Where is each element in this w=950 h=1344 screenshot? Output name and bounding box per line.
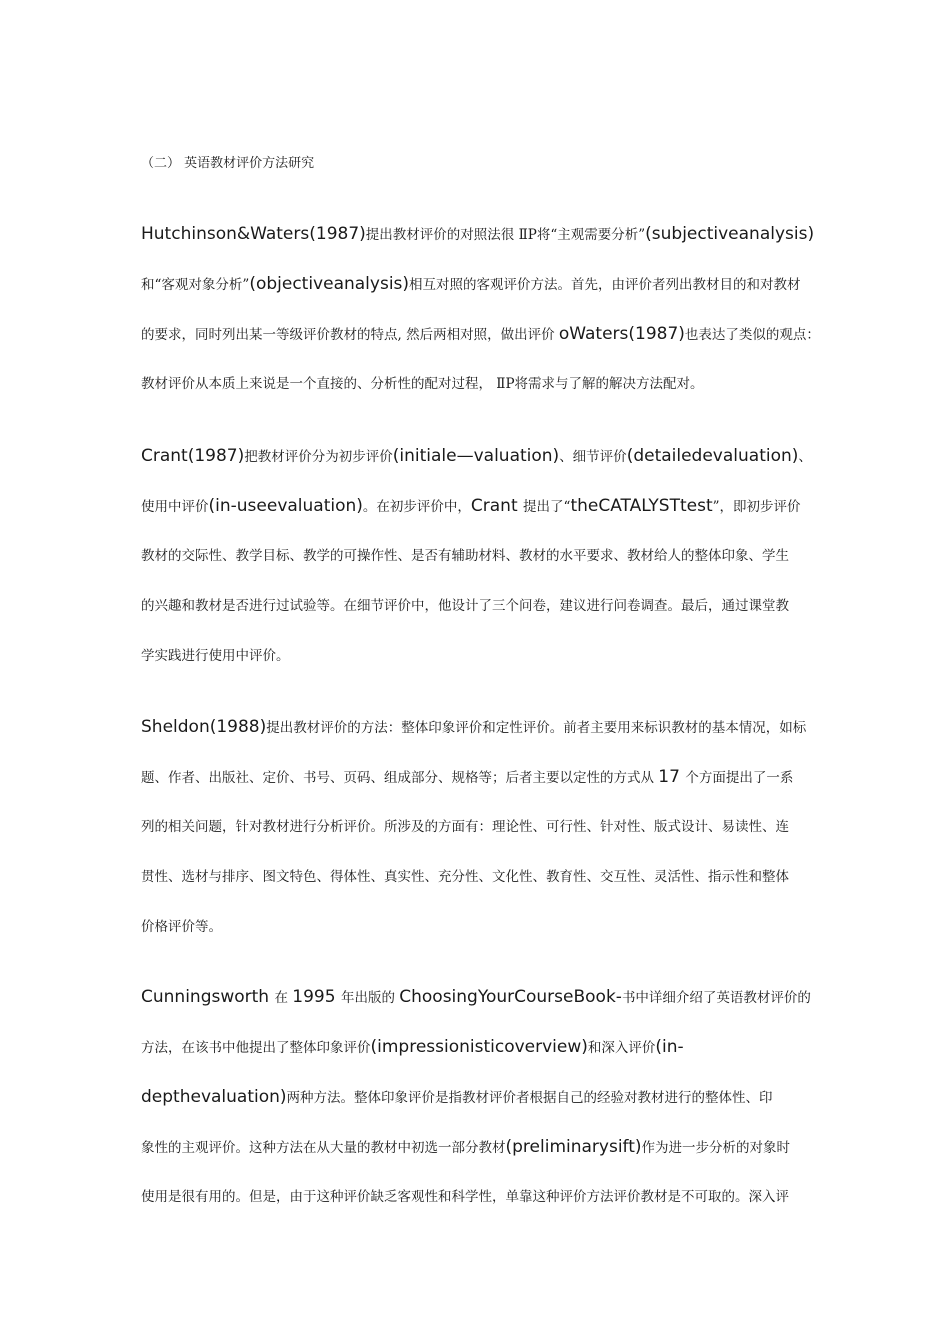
text-line [141, 867, 789, 887]
text-run: 、 [798, 449, 812, 465]
text-run: 使用是很有用的。但是，由于这种评价缺乏客观性和科学性，单靠这种评价方法评价教材是不可取的。深入评 [141, 1189, 789, 1205]
latin-text-run: (in- [655, 1037, 684, 1057]
text-run: 相互对照的客观评价方法。首先，由评价者列出教材目的和对教材 [409, 277, 801, 293]
text-line [141, 767, 793, 788]
text-run: 个方面提出了一系 [685, 770, 794, 786]
latin-text-run: Hutchinson&Waters(1987) [141, 224, 366, 244]
text-run: 年出版的 [340, 990, 400, 1006]
text-run: 、细节评价 [559, 449, 627, 465]
latin-text-run: (impressionisticoverview) [370, 1037, 588, 1057]
text-line [141, 374, 704, 394]
section-heading: （二） 英语教材评价方法研究 [141, 156, 315, 171]
text-run: 两种方法。整体印象评价是指教材评价者根据自己的经验对教材进行的整体性、印 [286, 1090, 773, 1106]
latin-text-run: (preliminarysift) [505, 1137, 642, 1157]
latin-text-run: (in-useevaluation) [208, 496, 363, 516]
text-line [141, 446, 812, 467]
text-line [141, 496, 801, 517]
latin-text-run: ChoosingYourCourseBook- [399, 987, 622, 1007]
latin-text-run: (initiale—valuation) [392, 446, 560, 466]
text-line [141, 1137, 790, 1158]
text-line [141, 1087, 773, 1108]
text-line [141, 717, 806, 738]
latin-text-run: oWaters(1987) [558, 324, 685, 344]
text-run: 提出了“ [523, 499, 571, 515]
text-run: 和深入评价 [587, 1040, 656, 1056]
text-run: 和“客观对象分析” [141, 277, 250, 293]
text-line [141, 646, 290, 666]
text-run: 书中详细介绍了英语教材评价的 [621, 990, 811, 1006]
text-run: 。在初步评价中， [362, 499, 471, 515]
text-run: 贯性、选材与排序、图文特色、得体性、真实性、充分性、文化性、教育性、交互性、灵活性、指示性和整体 [141, 869, 789, 885]
text-run: 作为进一步分析的对象时 [641, 1140, 791, 1156]
latin-text-run: 17 [658, 767, 686, 787]
latin-text-run: 1995 [292, 987, 341, 1007]
text-run: 提出教材评价的方法：整体印象评价和定性评价。前者主要用来标识教材的基本情况，如标 [266, 720, 807, 736]
text-line [141, 274, 801, 295]
text-run: 把教材评价分为初步评价 [244, 449, 393, 465]
latin-text-run: theCATALYSTtest [570, 496, 713, 516]
text-run: 价格评价等。 [141, 919, 222, 935]
text-line [141, 1187, 789, 1207]
latin-text-run: Sheldon(1988) [141, 717, 267, 737]
text-run: 也表达了类似的观点： [684, 327, 820, 343]
text-line [141, 596, 789, 616]
text-line [141, 546, 789, 566]
text-run: 在 [274, 990, 293, 1006]
text-run: 教材的交际性、教学目标、教学的可操作性、是否有辅助材料、教材的水平要求、教材给人的整体印象、学生 [141, 548, 789, 564]
text-run: 使用中评价 [141, 499, 209, 515]
text-run: 的要求，同时列出某一等级评价教材的特点, 然后两相对照，做出评价 [141, 327, 559, 343]
latin-text-run: (objectiveanalysis) [249, 274, 410, 294]
text-run: 的兴趣和教材是否进行过试验等。在细节评价中，他设计了三个问卷，建议进行问卷调查。最后，通过课堂教 [141, 598, 789, 614]
text-line [141, 817, 789, 837]
text-run: ”，即初步评价 [712, 499, 801, 515]
text-line [141, 987, 811, 1008]
text-run: 教材评价从本质上来说是一个直接的、分析性的配对过程， ⅡP将需求与了解的解决方法配对。 [141, 376, 704, 392]
latin-text-run: (detailedevaluation) [626, 446, 799, 466]
latin-text-run: depthevaluation) [141, 1087, 287, 1107]
latin-text-run: Crant(1987) [141, 446, 245, 466]
text-line [141, 224, 814, 245]
text-line [141, 1037, 684, 1058]
text-run: 象性的主观评价。这种方法在从大量的教材中初选一部分教材 [141, 1140, 506, 1156]
text-run: 题、作者、出版社、定价、书号、页码、组成部分、规格等；后者主要以定性的方式从 [141, 770, 659, 786]
text-run: 列的相关问题，针对教材进行分析评价。所涉及的方面有：理论性、可行性、针对性、版式设计、易读性、连 [141, 819, 789, 835]
text-line [141, 324, 820, 345]
text-run: 提出教材评价的对照法很 ⅡP将“主观需要分析” [365, 227, 646, 243]
latin-text-run: Crant [470, 496, 524, 516]
text-line [141, 917, 222, 937]
text-run: 学实践进行使用中评价。 [141, 648, 290, 664]
text-run: 方法，在该书中他提出了整体印象评价 [141, 1040, 371, 1056]
latin-text-run: Cunningsworth [141, 987, 275, 1007]
latin-text-run: (subjectiveanalysis) [645, 224, 815, 244]
